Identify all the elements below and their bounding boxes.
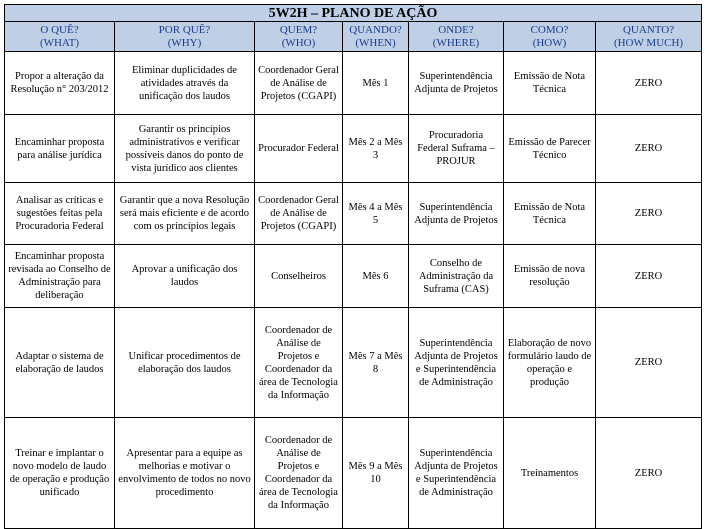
table-row [5, 245, 702, 308]
column-header-sublabel: (WHO) [281, 36, 316, 49]
table-title: 5W2H – PLANO DE AÇÃO [5, 5, 702, 22]
cell-how-much: ZERO [596, 308, 702, 418]
cell-where: Conselho de Administração da Suframa (CAS) [409, 245, 504, 308]
cell-where: Superintendência Adjunta de Projetos [409, 52, 504, 115]
cell-why: Garantir que a nova Resolução será mais eficiente e de acordo com os princípios legais [115, 183, 255, 245]
cell-who: Coordenador Geral de Análise de Projetos (CGAPI) [255, 52, 343, 115]
column-header-label: QUANDO? [349, 23, 402, 36]
cell-when: Mês 2 a Mês 3 [343, 115, 409, 183]
column-header-how-much [596, 22, 702, 52]
cell-when: Mês 6 [343, 245, 409, 308]
column-header-where [409, 22, 504, 52]
column-header-sublabel: (HOW) [532, 36, 567, 49]
column-header-when [343, 22, 409, 52]
cell-why: Garantir os princípios administrativos e verificar possíveis danos do ponto de vista jurídico aos clientes [115, 115, 255, 183]
column-header-who [255, 22, 343, 52]
cell-when: Mês 1 [343, 52, 409, 115]
column-header-why [115, 22, 255, 52]
cell-what: Analisar as críticas e sugestões feitas pela Procuradoria Federal [5, 183, 115, 245]
action-plan-table [4, 4, 702, 529]
column-header-sublabel: (WHERE) [432, 36, 480, 49]
column-header-label: POR QUÊ? [158, 23, 211, 36]
column-header-sublabel: (HOW MUCH) [613, 36, 684, 49]
cell-where: Superintendência Adjunta de Projetos e Superintendência de Administração [409, 308, 504, 418]
cell-who: Procurador Federal [255, 115, 343, 183]
cell-who: Coordenador Geral de Análise de Projetos (CGAPI) [255, 183, 343, 245]
cell-who: Coordenador de Análise de Projetos e Coordenador da área de Tecnologia da Informação [255, 418, 343, 529]
column-header-what [5, 22, 115, 52]
cell-when: Mês 9 a Mês 10 [343, 418, 409, 529]
cell-what: Encaminhar proposta revisada ao Conselho de Administração para deliberação [5, 245, 115, 308]
cell-who: Coordenador de Análise de Projetos e Coordenador da área de Tecnologia da Informação [255, 308, 343, 418]
column-header-how [504, 22, 596, 52]
cell-why: Eliminar duplicidades de atividades através da unificação dos laudos [115, 52, 255, 115]
cell-why: Unificar procedimentos de elaboração dos laudos [115, 308, 255, 418]
cell-how-much: ZERO [596, 183, 702, 245]
cell-what: Encaminhar proposta para análise jurídica [5, 115, 115, 183]
column-header-label: ONDE? [438, 23, 474, 36]
cell-where: Procuradoria Federal Suframa – PROJUR [409, 115, 504, 183]
cell-where: Superintendência Adjunta de Projetos [409, 183, 504, 245]
column-header-sublabel: (WHAT) [39, 36, 80, 49]
cell-what: Propor a alteração da Resolução n° 203/2012 [5, 52, 115, 115]
cell-when: Mês 7 a Mês 8 [343, 308, 409, 418]
cell-what: Adaptar o sistema de elaboração de laudos [5, 308, 115, 418]
column-header-sublabel: (WHEN) [355, 36, 396, 49]
table-row [5, 418, 702, 529]
table-row [5, 183, 702, 245]
table-row [5, 308, 702, 418]
cell-when: Mês 4 a Mês 5 [343, 183, 409, 245]
cell-how: Elaboração de novo formulário laudo de operação e produção [504, 308, 596, 418]
column-header-label: COMO? [530, 23, 569, 36]
cell-how: Emissão de Nota Técnica [504, 183, 596, 245]
table-row [5, 52, 702, 115]
cell-how: Emissão de nova resolução [504, 245, 596, 308]
cell-why: Apresentar para a equipe as melhorias e motivar o envolvimento de todos no novo procedimento [115, 418, 255, 529]
cell-how-much: ZERO [596, 245, 702, 308]
cell-how: Emissão de Parecer Técnico [504, 115, 596, 183]
cell-how-much: ZERO [596, 52, 702, 115]
cell-what: Treinar e implantar o novo modelo de laudo de operação e produção unificado [5, 418, 115, 529]
cell-how-much: ZERO [596, 115, 702, 183]
cell-how: Emissão de Nota Técnica [504, 52, 596, 115]
cell-how-much: ZERO [596, 418, 702, 529]
cell-who: Conselheiros [255, 245, 343, 308]
column-header-sublabel: (WHY) [167, 36, 202, 49]
cell-how: Treinamentos [504, 418, 596, 529]
table-row [5, 115, 702, 183]
cell-why: Aprovar a unificação dos laudos [115, 245, 255, 308]
column-header-label: O QUÊ? [40, 23, 79, 36]
cell-where: Superintendência Adjunta de Projetos e Superintendência de Administração [409, 418, 504, 529]
column-header-label: QUANTO? [622, 23, 675, 36]
column-header-label: QUEM? [279, 23, 318, 36]
